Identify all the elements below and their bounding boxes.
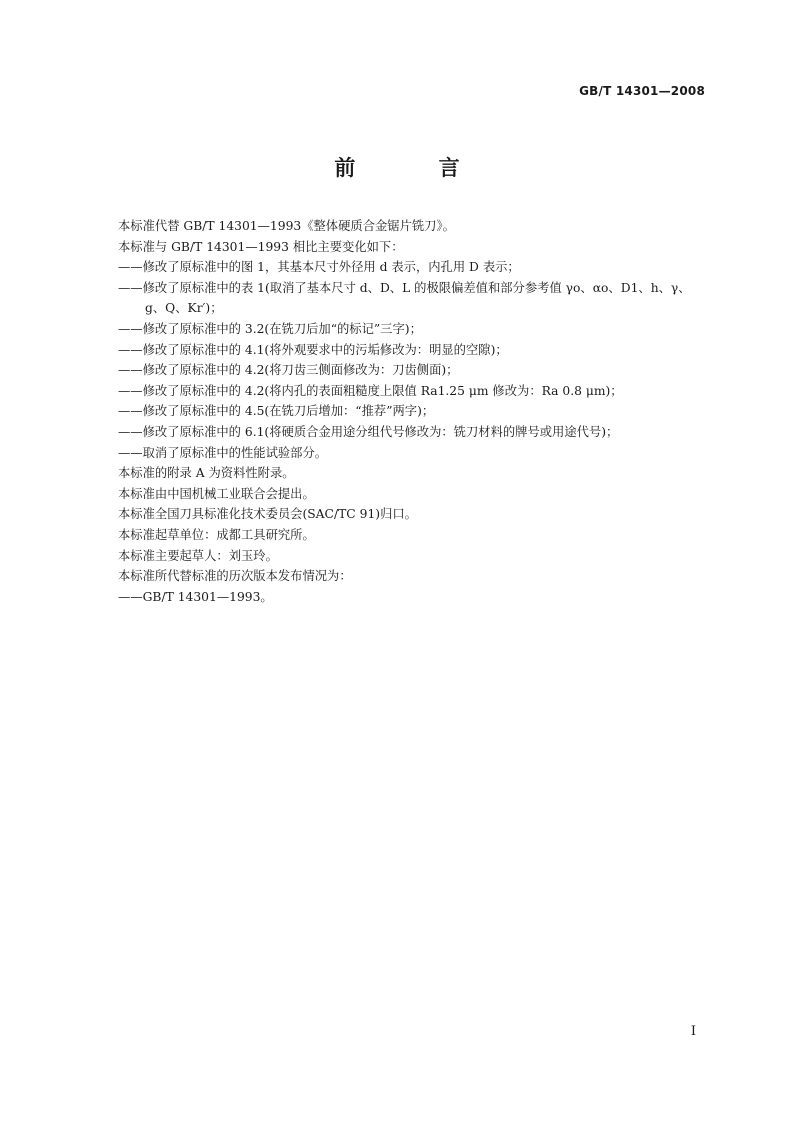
list-item-change-figure-1: ——修改了原标准中的图 1，其基本尺寸外径用 d 表示，内孔用 D 表示； xyxy=(118,260,520,275)
list-item-change-3-2: ——修改了原标准中的 3.2(在铣刀后加“的标记”三字)； xyxy=(118,321,422,336)
paragraph-proposed-by: 本标准由中国机械工业联合会提出。 xyxy=(118,486,315,501)
paragraph-appendix: 本标准的附录 A 为资料性附录。 xyxy=(118,466,295,481)
foreword-body xyxy=(118,216,698,607)
paragraph-replaces: 本标准代替 GB/T 14301—1993《整体硬质合金锯片铣刀》。 xyxy=(118,219,455,233)
paragraph-main-changes: 本标准与 GB/T 14301—1993 相比主要变化如下： xyxy=(118,239,404,254)
page-title: 前 言 xyxy=(334,156,498,180)
list-item-change-table-1: ——修改了原标准中的表 1(取消了基本尺寸 d、D、L 的极限偏差值和部分参考值 γo、αo、D1、h、γ、 xyxy=(118,280,691,295)
page-number: I xyxy=(690,1024,696,1039)
standard-code-header: GB/T 14301—2008 xyxy=(579,84,705,98)
list-item-change-4-2-roughness: ——修改了原标准中的 4.2(将内孔的表面粗糙度上限值 Ra1.25 μm 修改为：Ra 0.8 μm)； xyxy=(118,383,623,398)
list-item-change-6-1: ——修改了原标准中的 6.1(将硬质合金用途分组代号修改为：铣刀材料的牌号或用途代号)； xyxy=(118,424,619,439)
list-item-history-version: ——GB/T 14301—1993。 xyxy=(118,589,273,604)
list-item-change-4-2-sides: ——修改了原标准中的 4.2(将刀齿三侧面修改为：刀齿侧面)； xyxy=(118,363,459,378)
list-item-change-table-1-continued: g、Q、Kr′)； xyxy=(145,301,223,316)
paragraph-drafter: 本标准主要起草人：刘玉玲。 xyxy=(118,548,278,563)
list-item-change-4-1: ——修改了原标准中的 4.1(将外观要求中的污垢修改为：明显的空隙)； xyxy=(118,342,508,357)
paragraph-drafting-unit: 本标准起草单位：成都工具研究所。 xyxy=(118,527,315,542)
paragraph-history: 本标准所代替标准的历次版本发布情况为： xyxy=(118,569,352,584)
list-item-change-4-5: ——修改了原标准中的 4.5(在铣刀后增加：“推荐”两字)； xyxy=(118,404,435,419)
list-item-remove-performance-test: ——取消了原标准中的性能试验部分。 xyxy=(118,445,328,460)
paragraph-centralized-by: 本标准全国刀具标准化技术委员会(SAC/TC 91)归口。 xyxy=(118,507,417,522)
